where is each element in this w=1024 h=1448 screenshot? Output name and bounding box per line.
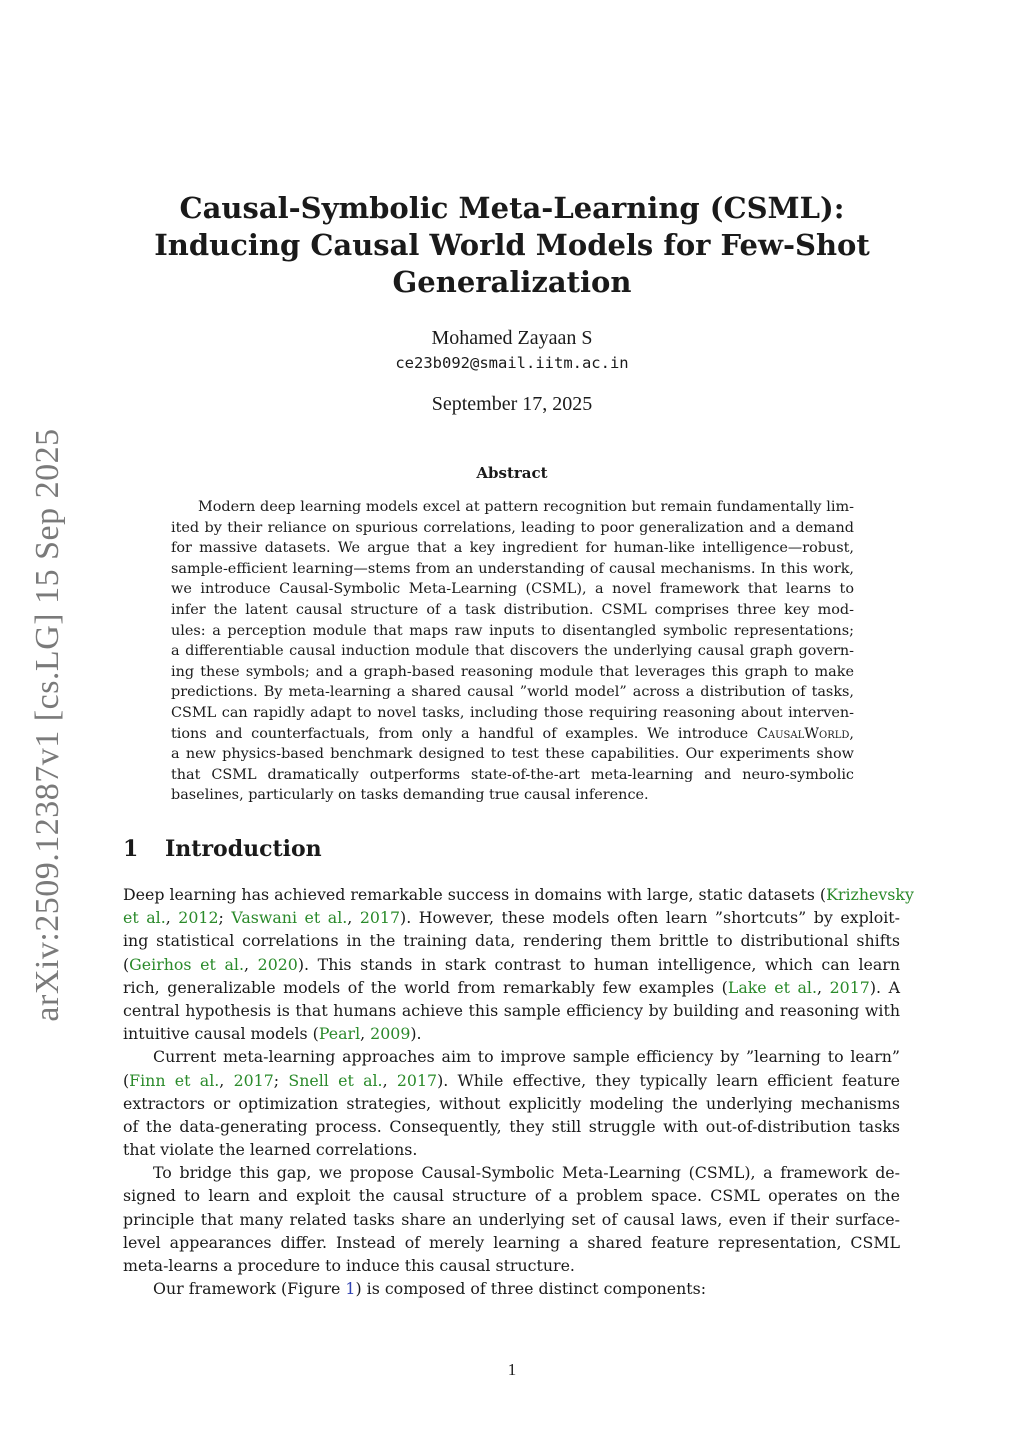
body-text: intuitive causal models ( <box>123 1024 319 1044</box>
citation-year-link[interactable]: 2017 <box>359 908 401 928</box>
abstract-line: for massive datasets. We argue that a key ingredient for human-like intelligence—robust, <box>171 540 854 557</box>
section-title: Introduction <box>165 836 322 862</box>
body-text: ). A <box>869 977 901 997</box>
abstract-line: that CSML dramatically outperforms state-of-the-art meta-learning and neuro-symbolic <box>171 766 854 783</box>
body-text: ; <box>273 1070 289 1090</box>
title-line: Causal-Symbolic Meta-Learning (CSML): <box>179 191 845 225</box>
abstract-line: a differentiable causal induction module that discovers the underlying causal graph govern- <box>171 643 854 660</box>
section-number: 1 <box>123 836 139 862</box>
abstract-text: tions and counterfactuals, from only a handful of examples. We introduce <box>171 725 757 742</box>
body-line <box>123 883 914 906</box>
arxiv-identifier: arXiv:2509.12387v1 [cs.LG] 15 Sep 2025 <box>29 428 66 1022</box>
abstract-line: ing these symbols; and a graph-based reasoning module that leverages this graph to make <box>171 663 854 680</box>
body-line: signed to learn and exploit the causal structure of a problem space. CSML operates on the <box>123 1186 900 1206</box>
citation-year-link[interactable]: 2017 <box>396 1070 438 1090</box>
citation-year-link[interactable]: 2020 <box>257 954 298 974</box>
body-line: that violate the learned correlations. <box>123 1140 418 1160</box>
body-line: extractors or optimization strategies, without explicitly modeling the underlying mechanisms <box>123 1093 900 1113</box>
section-heading <box>123 836 322 862</box>
abstract-line: infer the latent causal structure of a task distribution. CSML comprises three key mod- <box>171 601 854 618</box>
citation-year-link[interactable]: 2017 <box>829 977 870 997</box>
body-line: of the data-generating process. Consequently, they still struggle with out-of-distribution tasks <box>123 1116 900 1136</box>
body-text: , <box>347 908 360 928</box>
citation-link[interactable]: Pearl <box>318 1024 361 1044</box>
body-line <box>123 906 900 929</box>
body-line: level appearances differ. Instead of merely learning a shared feature representation, CSML <box>123 1232 900 1252</box>
body-text: ). <box>410 1024 422 1044</box>
benchmark-name: CausalWorld <box>756 725 850 742</box>
body-line <box>123 1277 900 1300</box>
citation-link[interactable]: Snell et al. <box>288 1070 383 1090</box>
publication-date: September 17, 2025 <box>431 393 593 415</box>
body-line: meta-learns a procedure to induce this causal structure. <box>123 1256 575 1275</box>
citation-year-link[interactable]: 2009 <box>370 1024 411 1044</box>
page-number: 1 <box>507 1360 517 1379</box>
body-line: To bridge this gap, we propose Causal-Symbolic Meta-Learning (CSML), a framework de- <box>153 1163 900 1183</box>
body-text: , <box>817 977 830 997</box>
citation-link[interactable]: Krizhevsky <box>826 885 914 904</box>
body-text: Deep learning has achieved remarkable success in domains with large, static datasets ( <box>123 885 827 904</box>
body-text: , <box>360 1024 371 1044</box>
abstract-heading: Abstract <box>476 464 548 482</box>
body-text: ). While effective, they typically learn efficient feature <box>437 1070 901 1090</box>
abstract-line: ited by their reliance on spurious correlations, leading to poor generalization and a demand <box>171 519 854 536</box>
body-line: central hypothesis is that humans achieve this sample efficiency by building and reasoning with <box>123 1000 900 1020</box>
citation-link[interactable]: et al. <box>123 908 166 928</box>
abstract-line: CSML can rapidly adapt to novel tasks, including those requiring reasoning about interven- <box>171 704 854 721</box>
body-line <box>123 953 900 976</box>
body-line <box>123 1069 900 1092</box>
body-text: ). However, these models often learn ”shortcuts” by exploit- <box>400 908 900 928</box>
author-email: ce23b092@smail.iitm.ac.in <box>395 354 629 372</box>
citation-year-link[interactable]: 2012 <box>178 908 219 928</box>
body-line: Current meta-learning approaches aim to improve sample efficiency by ”learning to learn” <box>153 1047 900 1067</box>
body-text: , <box>382 1070 397 1090</box>
title-line: Inducing Causal World Models for Few-Shot <box>154 228 870 262</box>
body-line: ing statistical correlations in the training data, rendering them brittle to distributional shifts <box>123 931 900 951</box>
body-text: , <box>243 954 258 974</box>
body-text: , <box>165 908 179 928</box>
figure-reference-link[interactable]: 1 <box>345 1279 356 1299</box>
body-line: principle that many related tasks share an underlying set of causal laws, even if their surface- <box>123 1209 900 1229</box>
body-text: Our framework (Figure <box>153 1279 346 1299</box>
abstract-text: , <box>849 725 854 742</box>
citation-link[interactable]: Lake et al. <box>727 977 818 997</box>
body-line <box>123 976 900 999</box>
paper-title <box>150 190 874 301</box>
citation-year-link[interactable]: 2017 <box>233 1070 274 1090</box>
introduction-body <box>123 883 914 1300</box>
abstract-line: predictions. By meta-learning a shared causal ”world model” across a distribution of tasks, <box>171 684 854 701</box>
body-text: ( <box>123 1070 130 1090</box>
abstract-line <box>171 724 854 745</box>
abstract-body <box>171 497 854 806</box>
abstract-line: baselines, particularly on tasks demanding true causal inference. <box>171 787 649 804</box>
body-text: ; <box>218 908 232 928</box>
abstract-line: a new physics-based benchmark designed to test these capabilities. Our experiments show <box>171 746 854 763</box>
body-text: ( <box>123 954 130 974</box>
abstract-line: we introduce Causal-Symbolic Meta-Learning (CSML), a novel framework that learns to <box>171 581 854 598</box>
title-line: Generalization <box>392 265 632 299</box>
body-text: ) is composed of three distinct components: <box>355 1279 707 1299</box>
citation-link[interactable]: Geirhos et al. <box>129 954 244 974</box>
body-line <box>123 1022 900 1045</box>
body-text: ). This stands in stark contrast to human intelligence, which can learn <box>297 954 901 974</box>
body-text: , <box>219 1070 234 1090</box>
citation-link[interactable]: Finn et al. <box>129 1070 220 1090</box>
abstract-line: Modern deep learning models excel at pattern recognition but remain fundamentally lim- <box>198 499 854 515</box>
abstract-line: ules: a perception module that maps raw inputs to disentangled symbolic representations; <box>171 622 854 639</box>
author-name: Mohamed Zayaan S <box>431 327 593 349</box>
citation-link[interactable]: Vaswani et al. <box>231 908 348 928</box>
body-text: rich, generalizable models of the world from remarkably few examples ( <box>123 977 728 997</box>
abstract-line: sample-efficient learning—stems from an understanding of causal mechanisms. In this work, <box>171 560 854 577</box>
